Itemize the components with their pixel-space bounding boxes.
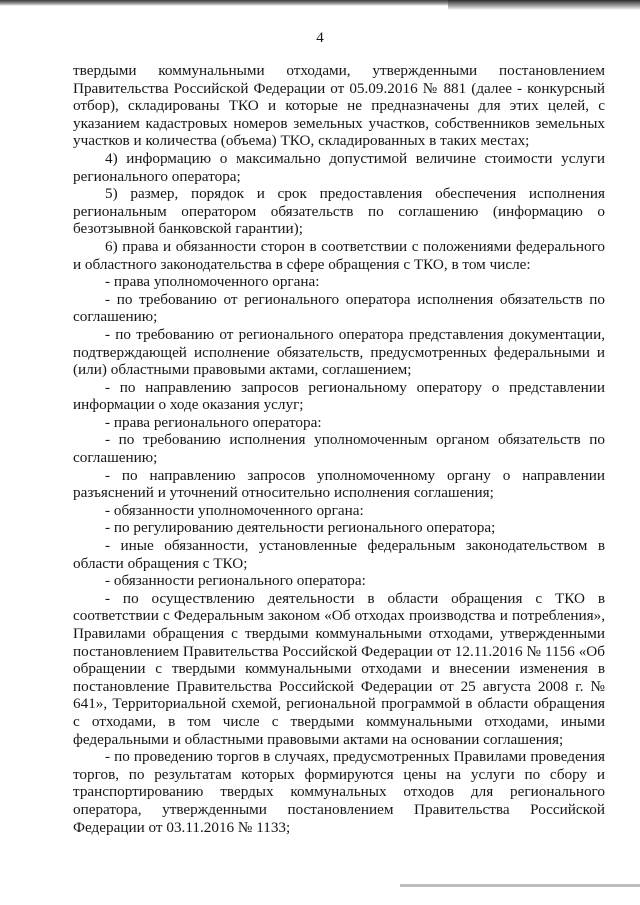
list-item: - иные обязанности, установленные федеральным законодательством в области обращения с ТКО;: [73, 537, 605, 572]
list-item: - права уполномоченного органа:: [105, 273, 320, 291]
list-item: - обязанности регионального оператора:: [105, 572, 366, 590]
list-item: - по требованию от регионального оператора представления документации, подтверждающей исполнение обязательств, предусмотренных федеральными и (или) областными правовыми актами, соглашением;: [73, 325, 605, 379]
list-item: - по осуществлению деятельности в области обращения с ТКО в соответствии с Федеральным законом «Об отходах производства и потребления», Правилами обращения с твердыми коммунальными отходами, утвержденными постановлением Правительства Российской Федерации от 12.11.2016 № 1156 «Об обращении с твердыми коммунальными отходами и внесении изменения в постановление Правительства Российской Федерации от 25 августа 2008 г. № 641», Территориальной схемой, региональной программой в области обращения с отходами, в том числе с твердыми коммунальными отходами, иными федеральными и областными правовыми актами на основании соглашения;: [73, 589, 605, 748]
document-body: [73, 62, 605, 836]
list-item: - по направлению запросов уполномоченному органу о направлении разъяснений и уточнений относительно исполнения соглашения;: [73, 466, 605, 502]
list-item: - обязанности уполномоченного органа:: [105, 501, 364, 519]
page-number: 4: [316, 30, 324, 46]
scan-edge-bottom: [400, 884, 640, 887]
paragraph: твердыми коммунальными отходами, утвержденными постановлением Правительства Российской Федерации от 05.09.2016 № 881 (далее - конкурсный отбор), складированы ТКО и которые не предназначены для этих целей, с указанием кадастровых номеров земельных участков, собственников земельных участков и количества (объема) ТКО, складированных в таких местах;: [73, 62, 605, 150]
paragraph: 5) размер, порядок и срок предоставления обеспечения исполнения региональным оператором обязательств по соглашению (информацию о безотзывной банковской гарантии);: [73, 185, 605, 238]
paragraph: 4) информацию о максимально допустимой величине стоимости услуги регионального оператора;: [73, 149, 605, 185]
list-item: - по требованию от регионального оператора исполнения обязательств по соглашению;: [73, 290, 605, 326]
list-item: - права регионального оператора:: [105, 413, 322, 431]
list-item: - по требованию исполнения уполномоченным органом обязательств по соглашению;: [73, 431, 605, 467]
paragraph: 6) права и обязанности сторон в соответствии с положениями федерального и областного законодательства в сфере обращения с ТКО, в том числе:: [73, 237, 605, 273]
list-item: - по направлению запросов региональному оператору о представлении информации о ходе оказания услуг;: [73, 378, 605, 414]
list-item: - по проведению торгов в случаях, предусмотренных Правилами проведения торгов, по результатам которых формируются цены на услуги по сбору и транспортированию твердых коммунальных отходов для регионального оператора, утвержденными постановлением Правительства Российской Федерации от 03.11.2016 № 1133;: [73, 748, 605, 836]
scan-edge-top-right: [448, 0, 640, 10]
list-item: - по регулированию деятельности регионального оператора;: [105, 519, 496, 537]
